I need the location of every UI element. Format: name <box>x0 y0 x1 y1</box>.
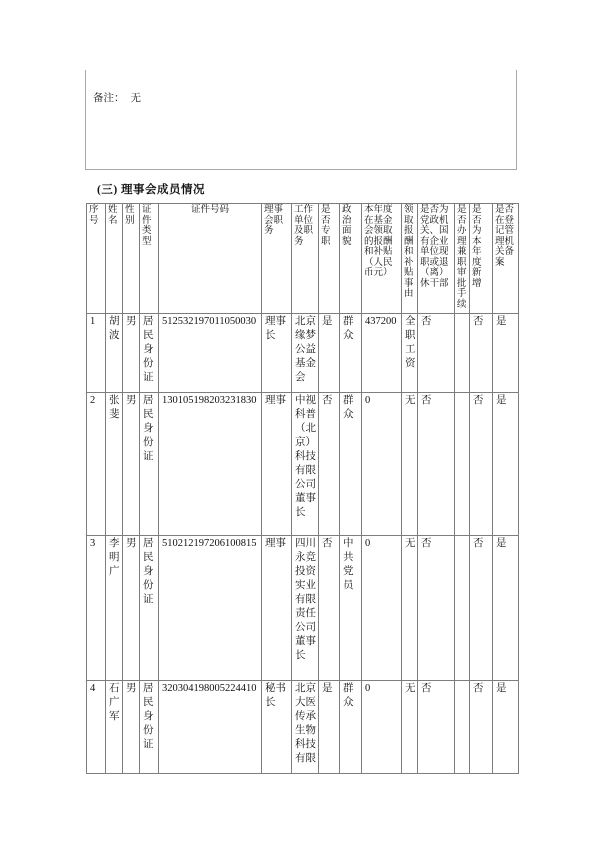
cell-part-time-approval <box>455 681 470 774</box>
member-row-4 <box>87 681 519 774</box>
cell-work-unit-and-title: 中视科普（北京）科技有限公司董事长 <box>292 393 319 536</box>
remark-label: 备注： <box>93 93 125 104</box>
cell-id-type: 居民身份证 <box>140 536 159 681</box>
header-full-time: 是否专职 <box>319 204 340 314</box>
cell-id-number: 130105198203231830 <box>159 393 262 536</box>
cell-new-this-year: 否 <box>470 681 493 774</box>
member-row-1 <box>87 314 519 393</box>
header-part-time-approval: 是否办理兼职审批手续 <box>455 204 470 314</box>
cell-board-position: 秘书长 <box>262 681 292 774</box>
cell-pay-reason: 无 <box>402 393 418 536</box>
header-political-status: 政治面貌 <box>340 204 362 314</box>
header-name: 姓名 <box>106 204 123 314</box>
cell-name: 张斐 <box>106 393 123 536</box>
header-annual-pay: 本年度在基金会领取的报酬和补贴（人民币元） <box>362 204 402 314</box>
cell-political-status: 群众 <box>340 681 362 774</box>
cell-annual-pay: 0 <box>362 536 402 681</box>
table-body <box>87 314 519 774</box>
cell-registered-on-file: 是 <box>493 681 519 774</box>
header-work-unit-and-title: 工作单位及职务 <box>292 204 319 314</box>
cell-id-type: 居民身份证 <box>140 314 159 393</box>
cell-full-time: 否 <box>319 393 340 536</box>
board-members-table <box>86 203 519 774</box>
cell-id-type: 居民身份证 <box>140 681 159 774</box>
header-id-type: 证件类型 <box>140 204 159 314</box>
cell-new-this-year: 否 <box>470 536 493 681</box>
header-gender: 性别 <box>123 204 140 314</box>
cell-pay-reason: 无 <box>402 681 418 774</box>
cell-index: 3 <box>87 536 106 681</box>
cell-gender: 男 <box>123 393 140 536</box>
header-pay-reason: 领取报酬和补贴事由 <box>402 204 418 314</box>
cell-annual-pay: 0 <box>362 393 402 536</box>
cell-pay-reason: 无 <box>402 536 418 681</box>
header-new-this-year: 是否为本年度新增 <box>470 204 493 314</box>
cell-pay-reason: 全职工资 <box>402 314 418 393</box>
cell-part-time-approval <box>455 314 470 393</box>
cell-gender: 男 <box>123 314 140 393</box>
cell-index: 4 <box>87 681 106 774</box>
cell-name: 李明广 <box>106 536 123 681</box>
table-header-row <box>87 204 519 314</box>
cell-board-position: 理事长 <box>262 314 292 393</box>
cell-political-status: 群众 <box>340 314 362 393</box>
cell-id-type: 居民身份证 <box>140 393 159 536</box>
header-registered-on-file: 是否在登记管理机关备案 <box>493 204 519 314</box>
cell-index: 1 <box>87 314 106 393</box>
remark-value: 无 <box>130 93 141 104</box>
cell-full-time: 是 <box>319 314 340 393</box>
cell-new-this-year: 否 <box>470 393 493 536</box>
cell-id-number: 512532197011050030 <box>159 314 262 393</box>
cell-id-number: 320304198005224410 <box>159 681 262 774</box>
cell-annual-pay: 0 <box>362 681 402 774</box>
remark-box <box>85 70 517 170</box>
cell-gov-or-soe-cadre: 否 <box>418 393 455 536</box>
header-gov-or-soe-cadre: 是否为党政机关、国有企业单位现职或退（离）休干部 <box>418 204 455 314</box>
member-row-2 <box>87 393 519 536</box>
cell-gov-or-soe-cadre: 否 <box>418 536 455 681</box>
cell-political-status: 中共党员 <box>340 536 362 681</box>
cell-name: 胡波 <box>106 314 123 393</box>
cell-registered-on-file: 是 <box>493 314 519 393</box>
header-id-number: 证件号码 <box>159 204 262 314</box>
cell-new-this-year: 否 <box>470 314 493 393</box>
cell-full-time: 否 <box>319 536 340 681</box>
cell-registered-on-file: 是 <box>493 393 519 536</box>
header-board-position: 理事会职务 <box>262 204 292 314</box>
header-index: 序号 <box>87 204 106 314</box>
cell-board-position: 理事 <box>262 536 292 681</box>
cell-gov-or-soe-cadre: 否 <box>418 681 455 774</box>
cell-work-unit-and-title: 四川永竞投资实业有限责任公司董事长 <box>292 536 319 681</box>
cell-registered-on-file: 是 <box>493 536 519 681</box>
cell-index: 2 <box>87 393 106 536</box>
cell-board-position: 理事 <box>262 393 292 536</box>
cell-work-unit-and-title: 北京缘梦公益基金会 <box>292 314 319 393</box>
cell-gender: 男 <box>123 536 140 681</box>
cell-annual-pay: 437200 <box>362 314 402 393</box>
cell-id-number: 510212197206100815 <box>159 536 262 681</box>
member-row-3 <box>87 536 519 681</box>
cell-gov-or-soe-cadre: 否 <box>418 314 455 393</box>
cell-work-unit-and-title: 北京大医传承生物科技有限 <box>292 681 319 774</box>
section-title: (三) 理事会成员情况 <box>97 184 206 196</box>
cell-gender: 男 <box>123 681 140 774</box>
cell-part-time-approval <box>455 393 470 536</box>
cell-political-status: 群众 <box>340 393 362 536</box>
cell-full-time: 是 <box>319 681 340 774</box>
cell-name: 石广军 <box>106 681 123 774</box>
cell-part-time-approval <box>455 536 470 681</box>
